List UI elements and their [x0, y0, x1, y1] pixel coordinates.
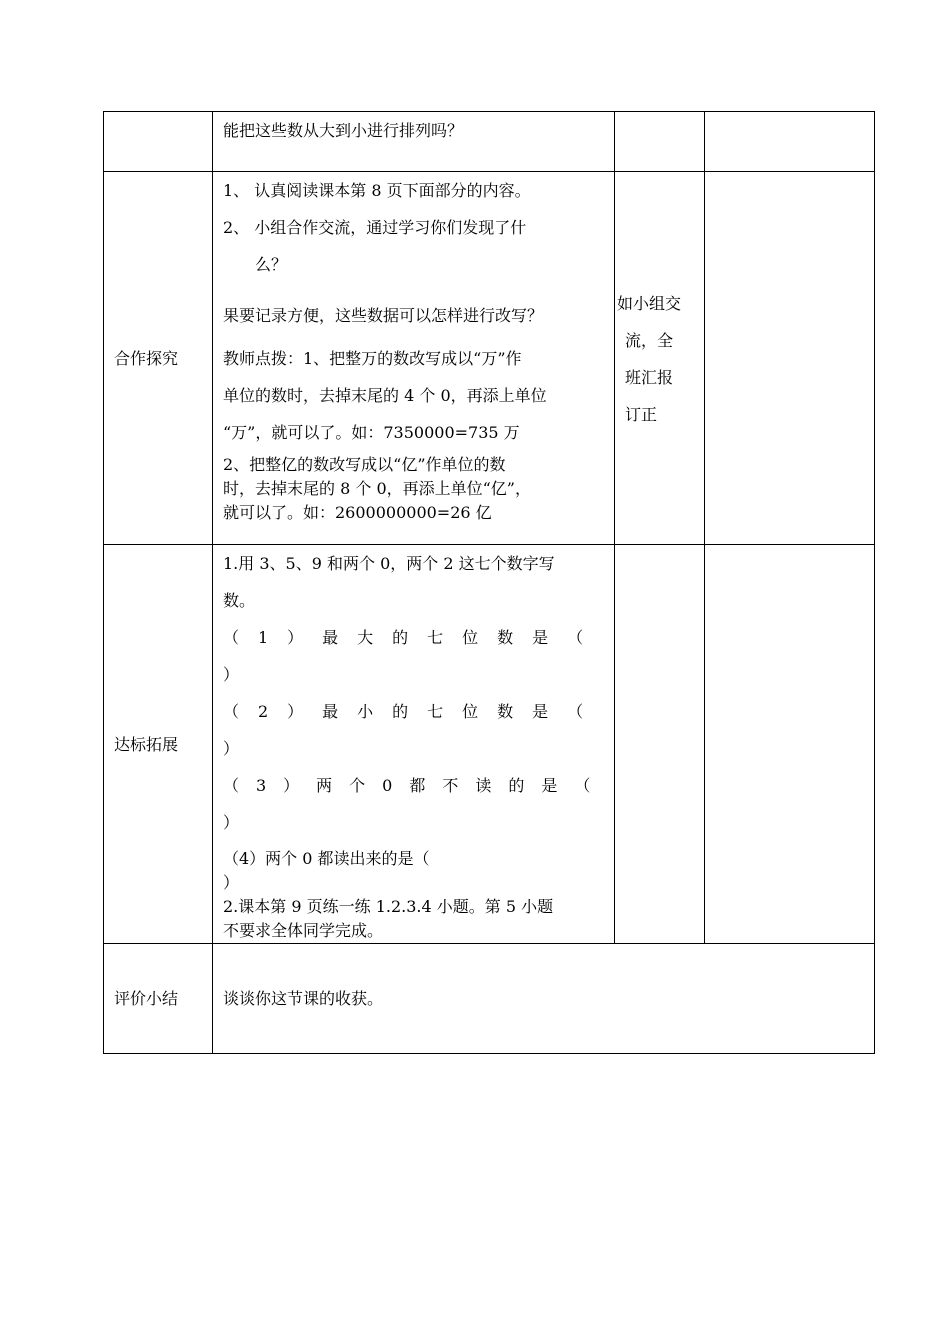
content-line: 数。 — [223, 591, 256, 610]
content-line: 2、把整亿的数改写成以“亿”作单位的数 — [223, 455, 506, 474]
remarks-cell — [705, 172, 875, 545]
content-line: “万”，就可以了。如：7350000=735 万 — [223, 423, 520, 442]
question-line: （3）两个0都不读的是（ — [223, 776, 608, 795]
table-row — [104, 172, 875, 545]
content-line: 单位的数时，去掉末尾的 4 个 0，再添上单位 — [223, 386, 547, 405]
note-line: 班汇报 — [625, 368, 674, 387]
row-content — [213, 545, 615, 944]
content-line: 1、 认真阅读课本第 8 页下面部分的内容。 — [223, 181, 531, 200]
note-line: 订正 — [625, 405, 658, 424]
table-row — [104, 944, 875, 1054]
remarks-cell — [705, 112, 875, 172]
content-line: 就可以了。如：2600000000=26 亿 — [223, 503, 492, 522]
content-line: 1.用 3、5、9 和两个 0，两个 2 这七个数字写 — [223, 554, 555, 573]
table-row — [104, 112, 875, 172]
notes-cell — [615, 112, 705, 172]
question-line: （2）最小的七位数是（ — [223, 702, 603, 721]
content-line: 能把这些数从大到小进行排列吗？ — [223, 121, 464, 140]
content-line: 谈谈你这节课的收获。 — [223, 989, 384, 1008]
notes-cell — [615, 172, 705, 545]
table-row — [104, 545, 875, 944]
lesson-plan-table — [103, 111, 875, 1054]
row-content — [213, 944, 875, 1054]
note-line: 流，全 — [625, 331, 674, 350]
row-label-target-extension: 达标拓展 — [104, 545, 213, 944]
content-line: ） — [223, 873, 240, 892]
row-content — [213, 172, 615, 545]
notes-cell — [615, 545, 705, 944]
row-content — [213, 112, 615, 172]
content-line: 么？ — [255, 255, 288, 274]
content-line: 不要求全体同学完成。 — [223, 921, 384, 940]
content-line: 果要记录方便，这些数据可以怎样进行改写？ — [223, 306, 544, 325]
content-line: 时，去掉末尾的 8 个 0，再添上单位“亿”， — [223, 479, 531, 498]
row-label-evaluation-summary: 评价小结 — [104, 944, 213, 1054]
question-line: （4）两个 0 都读出来的是（ — [223, 849, 430, 868]
row-label-cooperative-inquiry: 合作探究 — [104, 172, 213, 545]
content-line: ） — [223, 739, 240, 758]
content-line: ） — [223, 665, 240, 684]
note-line: 如小组交 — [617, 294, 682, 313]
content-line: 教师点拨：1、把整万的数改写成以“万”作 — [223, 349, 522, 368]
content-line: 2.课本第 9 页练一练 1.2.3.4 小题。第 5 小题 — [223, 897, 554, 916]
content-line: 2、 小组合作交流，通过学习你们发现了什 — [223, 218, 527, 237]
row-label-empty — [104, 112, 213, 172]
question-line: （1）最大的七位数是（ — [223, 628, 603, 647]
content-line: ） — [223, 813, 240, 832]
remarks-cell — [705, 545, 875, 944]
